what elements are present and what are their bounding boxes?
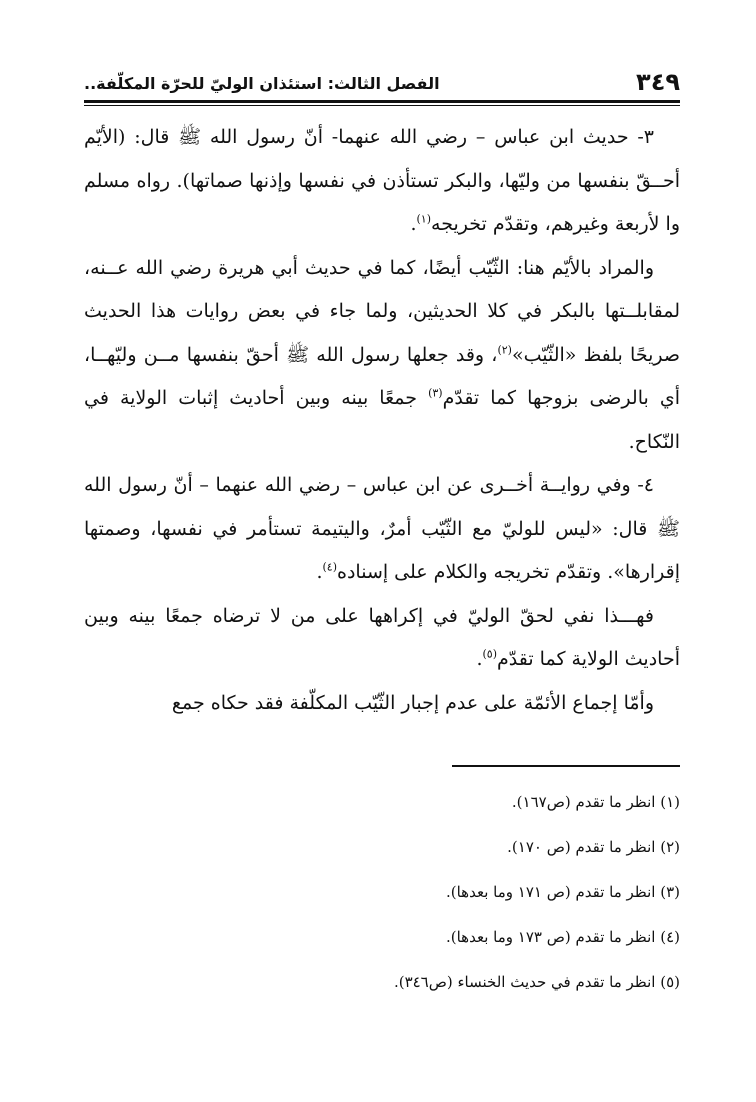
footnote-ref-1: (١) xyxy=(416,212,432,226)
footnote-5: (٥) انظر ما تقدم في حديث الخنساء (ص٣٤٦). xyxy=(393,973,680,991)
footnote-4: (٤) انظر ما تقدم (ص ١٧٣ وما بعدها). xyxy=(445,928,680,946)
footnote-ref-5: (٥) xyxy=(482,647,497,661)
paragraph-consensus: وأمّا إجماع الأئمّة على عدم إجبار الثّيّب المكلّفة فقد حكاه جمع xyxy=(171,691,654,714)
footnote-2: (٢) انظر ما تقدم (ص ١٧٠). xyxy=(507,838,680,856)
paragraph-hadith-4: ٤- وفي روايــة أخــرى عن ابن عباس – رضي الله عنهما – أنّ رسول الله ﷺ قال: «ليس للوليّ مع الثّيّب أمرٌ، واليتيمة تستأمر في نفسها، وصمتها إقرارها». وتقدّم تخريجه والكلام على إسناده$^{(٤)}$. xyxy=(84,474,680,583)
running-title: الفصل الثالث: استئذان الوليّ للحرّة المكلّفة.. xyxy=(84,74,440,93)
page-number: ٣٤٩ xyxy=(636,68,680,96)
footnote-ref-2: (٢) xyxy=(497,343,512,357)
footnotes xyxy=(84,780,680,1005)
header-rule-thin xyxy=(84,105,680,106)
footnote-separator xyxy=(452,765,680,767)
paragraph-hadith-3: ٣- حديث ابن عباس – رضي الله عنهما- أنّ رسول الله ﷺ قال: (الأيّم أحــقّ بنفسها من وليّها، والبكر تستأذن في نفسها وإذنها صماتها). رواه مسلم وا لأربعة وغيرهم، وتقدّم تخريجه$^{(١)}$. xyxy=(84,126,680,235)
footnote-ref-3: (٣) xyxy=(428,386,443,400)
header-rule xyxy=(84,100,680,103)
main-text xyxy=(84,116,680,725)
paragraph-negation: فهـــذا نفي لحقّ الوليّ في إكراهها على من لا ترضاه جمعًا بينه وبين أحاديث الولاية كما تقدّم$^{(٥)}$. xyxy=(84,604,680,670)
footnote-ref-4: (٤) xyxy=(322,560,337,574)
page-header xyxy=(84,56,680,100)
footnote-1: (١) انظر ما تقدم (ص١٦٧). xyxy=(511,793,680,811)
footnote-3: (٣) انظر ما تقدم (ص ١٧١ وما بعدها). xyxy=(445,883,680,901)
paragraph-explanation: والمراد بالأيّم هنا: الثّيّب أيضًا، كما في حديث أبي هريرة رضي الله عــنه، لمقابلــتها بالبكر في كلا الحديثين، ولما جاء في بعض روايات هذا الحديث صريحًا بلفظ «الثّيّب»$^{(٢)}$، وقد جعلها رسول الله ﷺ أحقّ بنفسها مــن وليّهــا، أي بالرضى بزوجها كما تقدّم$^{(٣)}$ جمعًا بينه وبين أحاديث إثبات الولاية في النّكاح. xyxy=(84,256,681,453)
